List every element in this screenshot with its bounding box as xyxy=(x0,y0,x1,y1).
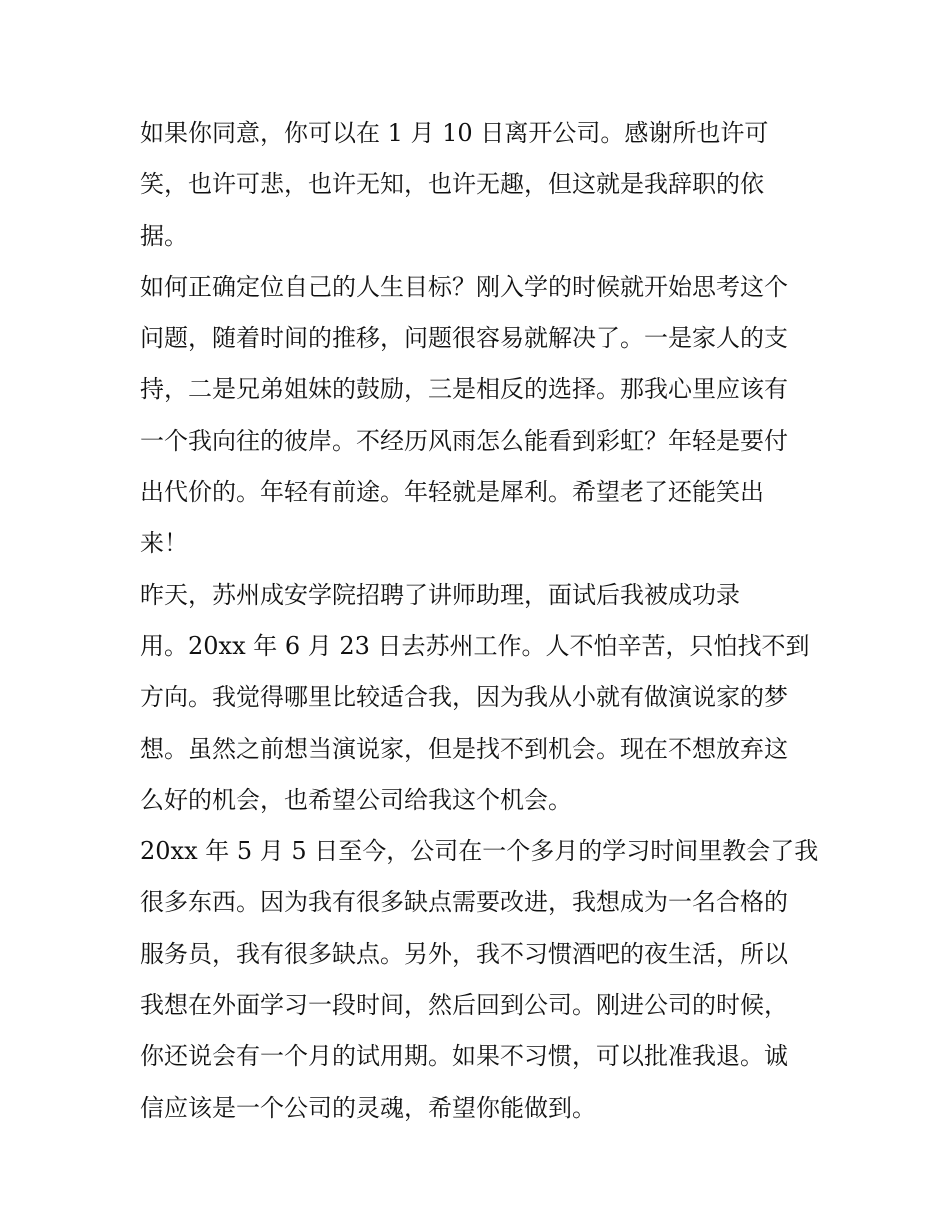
text-line: 你还说会有一个月的试用期。如果不习惯，可以批准我退。诚 xyxy=(140,1042,788,1071)
text-line: 如果你同意，你可以在 1 月 10 日离开公司。感谢所也许可 xyxy=(140,119,769,147)
text-line: 笑，也许可悲，也许无知，也许无趣，但这就是我辞职的依 xyxy=(140,170,764,199)
text-line: 服务员，我有很多缺点。另外，我不习惯酒吧的夜生活，所以 xyxy=(140,939,788,968)
text-line: 昨天，苏州成安学院招聘了讲师助理，面试后我被成功录 xyxy=(140,580,740,609)
text-line: 一个我向往的彼岸。不经历风雨怎么能看到彩虹？年轻是要付 xyxy=(140,426,788,455)
text-line: 用。20xx 年 6 月 23 日去苏州工作。人不怕辛苦，只怕找不到 xyxy=(140,631,810,660)
text-line: 持，二是兄弟姐妹的鼓励，三是相反的选择。那我心里应该有 xyxy=(140,375,788,404)
text-line: 出代价的。年轻有前途。年轻就是犀利。希望老了还能笑出 xyxy=(140,478,764,507)
text-line: 20xx 年 5 月 5 日至今，公司在一个多月的学习时间里教会了我 xyxy=(140,837,819,866)
text-line: 想。虽然之前想当演说家，但是找不到机会。现在不想放弃这 xyxy=(140,734,788,763)
text-line: 问题，随着时间的推移，问题很容易就解决了。一是家人的支 xyxy=(140,324,788,353)
text-line: 很多东西。因为我有很多缺点需要改进，我想成为一名合格的 xyxy=(140,888,788,917)
text-line: 我想在外面学习一段时间，然后回到公司。刚进公司的时候， xyxy=(140,991,788,1020)
text-line: 如何正确定位自己的人生目标？刚入学的时候就开始思考这个 xyxy=(140,272,788,301)
document-body xyxy=(140,108,820,1134)
text-line: 么好的机会，也希望公司给我这个机会。 xyxy=(140,785,572,814)
text-line: 方向。我觉得哪里比较适合我，因为我从小就有做演说家的梦 xyxy=(140,683,788,712)
text-line: 据。 xyxy=(140,221,188,250)
text-line: 信应该是一个公司的灵魂，希望你能做到。 xyxy=(140,1093,596,1122)
text-line: 来！ xyxy=(140,529,188,558)
